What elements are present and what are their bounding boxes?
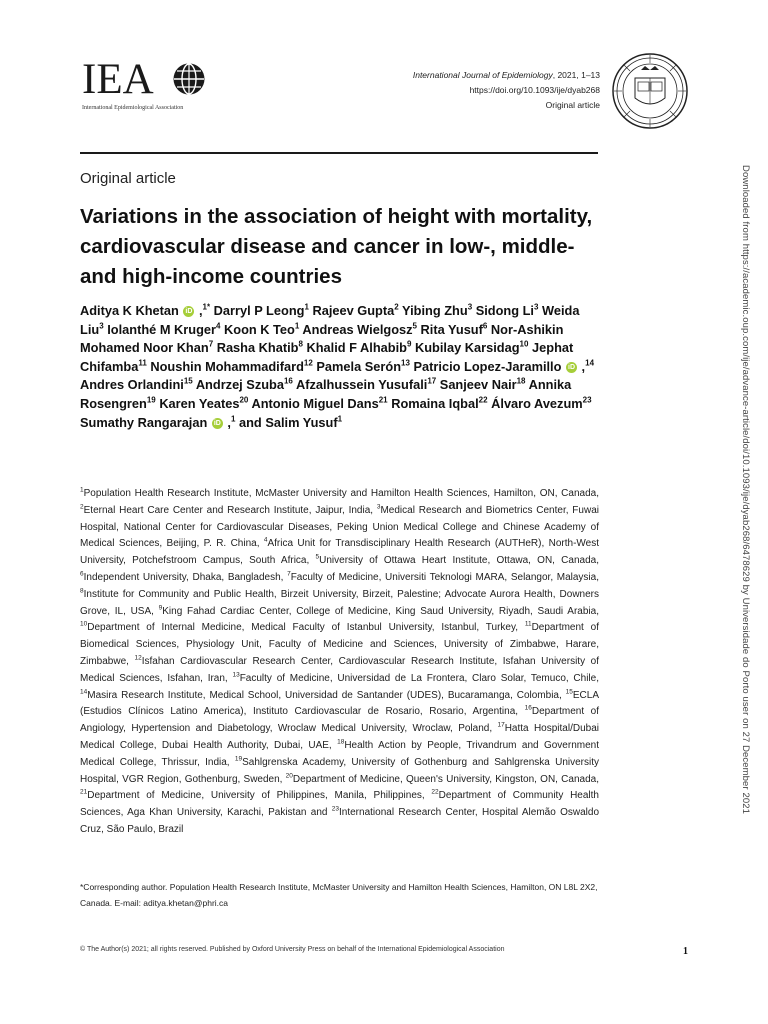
author-affiliation-ref: 3: [99, 321, 104, 331]
affiliation-text: Institute for Community and Public Health, Birzeit University, Birzeit, Palestine; Advocate Aurora Health, Downers Grove, IL, USA,: [80, 588, 599, 617]
author-affiliation-ref: 1*: [202, 302, 211, 312]
affiliation-text: Population Health Research Institute, McMaster University and Hamilton Health Sciences, Hamilton, ON, Canada,: [83, 488, 599, 499]
author-affiliation-ref: 18: [516, 377, 526, 387]
author-entry: [415, 340, 528, 355]
author-name: Rasha Khatib: [216, 340, 299, 356]
author-name: Antonio Miguel Dans: [251, 395, 379, 411]
affiliation-number: 10: [80, 621, 88, 629]
author-name: Annika Rosengren: [80, 377, 572, 411]
journal-citation: [413, 68, 600, 83]
author-affiliation-ref: 2: [394, 302, 399, 312]
affiliation-number: 7: [287, 570, 291, 578]
author-affiliation-ref: 1: [294, 321, 300, 331]
author-name: Khalid F Alhabib: [306, 340, 407, 356]
author-affiliation-ref: 7: [208, 339, 214, 349]
author-affiliation-ref: 4: [216, 321, 221, 331]
affiliation-number: 17: [497, 721, 505, 729]
author-entry: [217, 340, 303, 355]
author-entry: [302, 322, 417, 337]
affiliation-number: 1: [80, 486, 84, 494]
author-entry: [402, 303, 472, 318]
author-name: Sumathy Rangarajan: [80, 414, 208, 430]
corresponding-author-note: *Corresponding author. Population Health Research Institute, McMaster University and Hamilton Health Sciences, Hamilton, ON L8L 2X2, Canada. E-mail: aditya.khetan@phri.ca: [80, 882, 598, 908]
affiliation-text: Isfahan Cardiovascular Research Center, Cardiovascular Research Institute, Isfahan University of Medical Sciences, Isfahan, Iran,: [80, 655, 600, 684]
affiliation-number: 6: [80, 570, 84, 578]
author-entry: [391, 396, 487, 411]
affiliation-number: 22: [431, 789, 439, 797]
affiliation-number: 9: [158, 604, 163, 612]
author-entry: [265, 415, 342, 430]
affiliation-number: 23: [331, 805, 339, 813]
globe-icon: [172, 62, 206, 96]
affiliation-text: Africa Unit for Transdisciplinary Health Research (AUTHeR), North-West University, Potchefstroom Campus, South Africa,: [80, 538, 599, 567]
author-entry: Sumathy Rangarajan iD ,$^1$: [80, 414, 236, 430]
author-name: Yibing Zhu: [402, 303, 468, 318]
author-entry: [150, 359, 312, 374]
journal-name: International Journal of Epidemiology: [412, 70, 553, 80]
affiliation-text: ECLA (Estudios Clínicos Latino America), Instituto Cardiovascular de Rosario, Rosario, Argentina,: [80, 689, 599, 718]
author-name: Koon K Teo: [224, 321, 295, 337]
header-rule: [80, 152, 598, 154]
article-title: Variations in the association of height with mortality, cardiovascular disease and cancer in low-, middle- and high-income countries: [80, 205, 593, 288]
affiliation-text: Sahlgrenska Academy, University of Gothenburg and Sahlgrenska University Hospital, VGR Region, Gothenburg, Sweden,: [80, 756, 600, 785]
author-affiliation-ref: 21: [378, 395, 388, 405]
author-entry: [491, 396, 591, 411]
iea-logo: [82, 56, 232, 118]
logo-subtitle: International Epidemiological Association: [82, 105, 184, 111]
author-name: Jephat Chifamba: [80, 340, 574, 374]
affiliation-text: Department of Medicine, Queen's University, Kingston, ON, Canada,: [292, 773, 599, 785]
affiliation-text: Faculty of Medicine, Universidad de La Frontera, Claro Solar, Temuco, Chile,: [239, 672, 599, 684]
author-list: Aditya K Khetan iD ,$^{1*}$ Darryl P Leong$^1$ Rajeev Gupta$^2$ Yibing Zhu$^3$ Sidong Li$^3$ Weida Liu$^3$ Iolanthé M Kruger$^4$ Koon K Teo$^1$ Andreas Wielgosz$^5$ Rita Yusuf$^6$ Nor-Ashikin Mohamed Noor Khan$^7$ Rasha Khatib$^8$ Khalid F Alhabib$^9$ Kubilay Karsidag$^{10}$ Jephat Chifamba$^{11}$ Noushin Mohammadifard$^{12}$ Pamela Serón$^{13}$ Patricio Lopez-Jaramillo iD ,$^{14}$ Andres Orlandini$^{15}$ Andrzej Szuba$^{16}$ Afzalhussein Yusufali$^{17}$ Sanjeev Nair$^{18}$ Annika Rosengren$^{19}$ Karen Yeates$^{20}$ Antonio Miguel Dans$^{21}$ Romaina Iqbal$^{22}$ Álvaro Avezum$^{23}$ Sumathy Rangarajan iD ,$^1$ and Salim Yusuf$^1$: [80, 302, 595, 430]
affiliation-text: Hatta Hospital/Dubai Medical College, Dubai Health Authority, Dubai, UAE,: [80, 723, 599, 751]
author-name: Romaina Iqbal: [391, 395, 479, 411]
affiliation-text: Department of Community Health Sciences, Aga Khan University, Karachi, Pakistan and: [80, 790, 599, 819]
author-name: Salim Yusuf: [265, 414, 338, 430]
affiliation-number: 3: [376, 503, 381, 511]
orcid-icon[interactable]: iD: [213, 419, 221, 427]
affiliation-number: 13: [232, 671, 240, 679]
journal-doi[interactable]: https://doi.org/10.1093/ije/dyab268: [469, 85, 600, 95]
author-affiliation-ref: 3: [534, 302, 539, 312]
author-name: Álvaro Avezum: [491, 395, 583, 411]
copyright-footer: © The Author(s) 2021; all rights reserved. Published by Oxford University Press on behalf of the International Epidemiological Association: [80, 946, 505, 953]
author-affiliation-ref: 17: [427, 377, 437, 387]
author-affiliation-ref: 11: [138, 358, 147, 368]
author-name: Darryl P Leong: [213, 303, 305, 318]
author-affiliation-ref: 6: [482, 321, 488, 331]
affiliation-text: King Fahad Cardiac Center, College of Medicine, King Saud University, Riyadh, Saudi Arabia,: [162, 605, 599, 617]
author-entry: [440, 377, 526, 392]
affiliation-number: 21: [80, 789, 88, 797]
author-entry: [316, 359, 410, 374]
article-type-label: Original article: [80, 170, 176, 187]
affiliation-text: Health Action by People, Trivandrum and Government Medical College, Thrissur, India,: [80, 739, 599, 768]
author-entry: [224, 322, 299, 337]
author-entry: [159, 396, 248, 411]
author-affiliation-ref: 1: [304, 302, 309, 312]
author-name: Patricio Lopez-Jaramillo: [413, 358, 562, 374]
author-name: Aditya K Khetan: [80, 303, 179, 318]
affiliation-number: 11: [524, 621, 532, 629]
author-affiliation-ref: 22: [478, 395, 488, 405]
affiliation-number: 19: [234, 755, 243, 763]
affiliation-number: 20: [285, 772, 293, 780]
author-affiliation-ref: 12: [303, 358, 313, 368]
affiliation-text: University of Ottawa Heart Institute, Ottawa, ON, Canada,: [319, 555, 599, 567]
affiliation-number: 8: [80, 587, 84, 595]
affiliation-text: Department of Biomedical Sciences, Physiology Unit, Faculty of Medicine and Sciences, University of Zimbabwe, Harare, Zimbabwe,: [80, 622, 599, 667]
affiliation-text: Independent University, Dhaka, Bangladesh,: [83, 571, 288, 583]
author-name: Andrzej Szuba: [195, 377, 284, 393]
author-entry: [307, 340, 412, 355]
author-name: Andres Orlandini: [80, 377, 184, 393]
author-name: Pamela Serón: [316, 358, 402, 374]
author-affiliation-ref: 10: [519, 339, 529, 349]
download-watermark: Downloaded from https://academic.oup.com/ije/advance-article/doi/10.1093/ije/dyab268/6478629 by Universidade do Porto user on 27 December 2021: [740, 165, 751, 814]
author-name: Sanjeev Nair: [439, 377, 517, 393]
author-entry: Patricio Lopez-Jaramillo iD ,$^{14}$: [413, 358, 595, 374]
author-name: Kubilay Karsidag: [415, 340, 520, 356]
journal-article-type: Original article: [545, 100, 600, 110]
affiliation-text: International Research Center, Hospital Alemão Oswaldo Cruz, São Paulo, Brazil: [80, 807, 600, 835]
author-affiliation-ref: 14: [585, 358, 595, 368]
affiliation-number: 15: [565, 688, 573, 696]
author-affiliation-ref: 20: [239, 395, 249, 405]
journal-info: [413, 68, 600, 113]
author-entry: [476, 303, 539, 318]
affiliation-number: 4: [263, 537, 268, 545]
author-affiliation-ref: 16: [283, 377, 293, 387]
affiliation-number: 18: [337, 738, 345, 746]
author-name: Iolanthé M Kruger: [107, 321, 216, 337]
affiliation-text: Department of Angiology, Hypertension and Diabetology, Wroclaw Medical University, Wroclaw, Poland,: [80, 706, 599, 735]
author-name: Karen Yeates: [159, 395, 240, 411]
author-entry: Aditya K Khetan iD ,$^{1*}$: [80, 302, 211, 318]
affiliation-number: 2: [80, 503, 84, 511]
logo-text: IEA: [82, 56, 154, 103]
journal-seal-icon: [611, 52, 689, 130]
author-affiliation-ref: 9: [406, 339, 412, 349]
affiliation-number: 5: [315, 553, 320, 561]
author-name: Weida Liu: [80, 303, 580, 337]
orcid-icon[interactable]: iD: [185, 308, 193, 316]
author-entry: [107, 322, 220, 337]
author-name: Rajeev Gupta: [312, 303, 395, 318]
affiliation-text: Masira Research Institute, Medical School, Universidad de Santander (UDES), Bucaramanga, Colombia,: [87, 689, 566, 701]
orcid-icon[interactable]: iD: [568, 363, 575, 371]
affiliation-text: Department of Internal Medicine, Medical Faculty of Istanbul University, Istanbul, Turkey,: [87, 622, 525, 634]
author-affiliation-ref: 1: [230, 414, 236, 424]
author-entry: [80, 377, 193, 392]
affiliation-text: Faculty of Medicine, Universiti Teknologi MARA, Selangor, Malaysia,: [290, 571, 599, 583]
author-entry: [251, 396, 387, 411]
affiliation-list: [80, 486, 599, 839]
affiliation-number: 12: [134, 654, 142, 662]
author-affiliation-ref: 19: [146, 395, 156, 405]
affiliation-text: Department of Medicine, University of Philippines, Manila, Philippines,: [87, 790, 432, 802]
author-affiliation-ref: 3: [467, 302, 473, 312]
author-affiliation-ref: 1: [337, 414, 343, 424]
author-entry: [296, 377, 436, 392]
author-entry: [312, 303, 398, 318]
page-number: 1: [683, 946, 688, 957]
author-name: Noushin Mohammadifard: [150, 358, 304, 374]
author-affiliation-ref: 13: [401, 358, 410, 368]
journal-year-pages: , 2021, 1–13: [552, 70, 600, 80]
author-name: Sidong Li: [475, 303, 534, 318]
affiliation-number: 14: [80, 688, 88, 696]
affiliation-text: Eternal Heart Care Center and Research Institute, Jaipur, India,: [83, 504, 377, 516]
author-affiliation-ref: 23: [582, 395, 592, 405]
author-affiliation-ref: 5: [412, 321, 417, 331]
author-name: Nor-Ashikin Mohamed Noor Khan: [80, 321, 564, 356]
author-affiliation-ref: 8: [298, 339, 303, 349]
author-entry: [214, 303, 309, 318]
author-name: Rita Yusuf: [420, 321, 483, 337]
author-entry: [421, 322, 488, 337]
author-affiliation-ref: 15: [183, 377, 193, 387]
affiliation-text: Medical Research and Biometrics Center, Fuwai Hospital, National Center for Cardiovascular Diseases, Peking Union Medical College and Chinese Academy of Medical Sciences, Beijing, P. R. China,: [80, 504, 599, 550]
author-name: Afzalhussein Yusufali: [295, 377, 428, 393]
author-name: Andreas Wielgosz: [302, 321, 413, 337]
affiliation-number: 16: [524, 705, 532, 713]
author-entry: [196, 377, 293, 392]
